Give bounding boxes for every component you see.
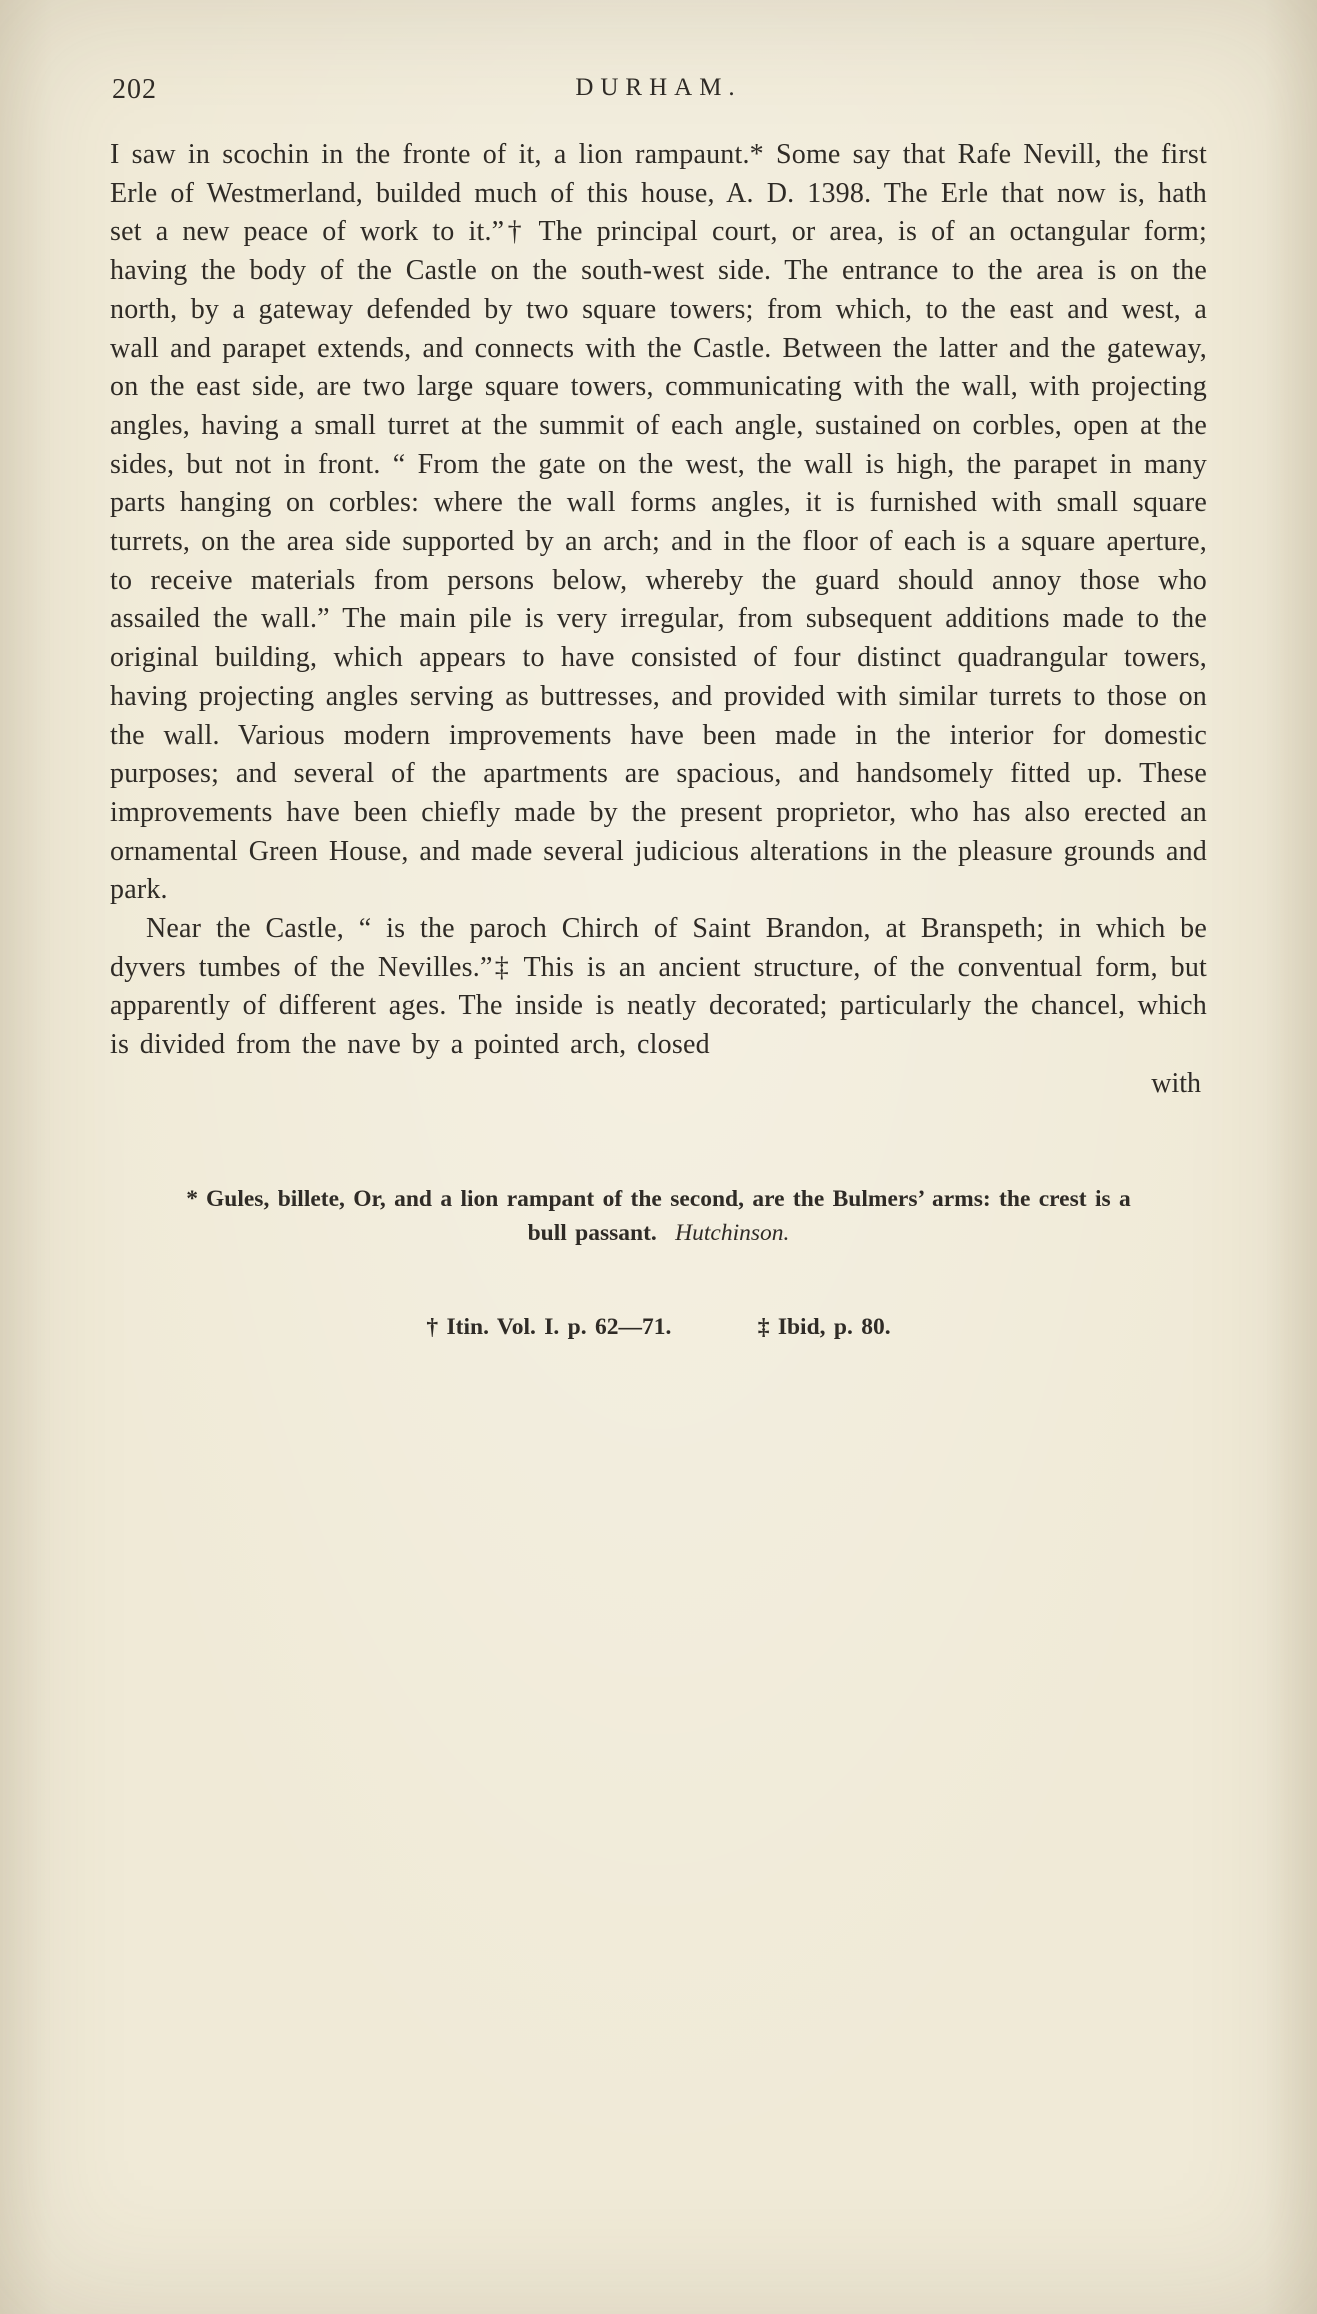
footnote-1 bbox=[184, 1182, 1134, 1250]
body-paragraph-2: Near the Castle, “ is the paroch Chirch of Saint Brandon, at Branspeth; in which be dyvers tumbes of the Nevilles.”‡ This is an ancient structure, of the conventual form, but apparently of different ages. The inside is neatly decorated; particularly the chancel, which is divided from the nave by a pointed arch, closed bbox=[110, 913, 1207, 1061]
running-head: DURHAM. bbox=[575, 74, 742, 101]
page-number: 202 bbox=[112, 74, 157, 105]
text-block bbox=[110, 136, 1207, 1341]
footnote-2: † Itin. Vol. I. p. 62—71. bbox=[426, 1313, 672, 1340]
footnote-refs bbox=[110, 1314, 1207, 1341]
footnote-1-marker: * bbox=[186, 1185, 198, 1212]
body-paragraph-1: I saw in scochin in the fronte of it, a lion rampaunt.* Some say that Rafe Nevill, the first Erle of Westmerland, builded much of this house, A. D. 1398. The Erle that now is, hath set a new peace of work to it.”† The principal court, or area, is of an octangular form; having the body of the Castle on the south-west side. The entrance to the area is on the north, by a gateway defended by two square towers; from which, to the east and west, a wall and parapet extends, and connects with the Castle. Between the latter and the gateway, on the east side, are two large square towers, communicating with the wall, with projecting angles, having a small turret at the summit of each angle, sustained on corbles, open at the sides, but not in front. “ From the gate on the west, the wall is high, the parapet in many parts hanging on corbles: where the wall forms angles, it is furnished with small square turrets, on the area side supported by an arch; and in the floor of each is a square aperture, to receive materials from persons below, whereby the guard should annoy those who assailed the wall.” The main pile is very irregular, from subsequent additions made to the original building, which appears to have consisted of four distinct quadrangular towers, having projecting angles serving as buttresses, and provided with similar turrets to those on the wall. Various modern improvements have been made in the interior for domestic purposes; and several of the apartments are spacious, and handsomely fitted up. These improvements have been chiefly made by the present proprietor, who has also erected an ornamental Green House, and made several judicious alterations in the pleasure grounds and park. bbox=[110, 139, 1207, 906]
footnotes bbox=[110, 1182, 1207, 1341]
footnote-1-text: Gules, billete, Or, and a lion rampant of the second, are the Bulmers’ arms: the crest is a bull passant. bbox=[205, 1185, 1131, 1246]
page-header bbox=[110, 0, 1207, 114]
catchword: with bbox=[1151, 1067, 1201, 1099]
footnote-3: ‡ Ibid, p. 80. bbox=[757, 1313, 891, 1340]
catchword-row bbox=[110, 1065, 1207, 1104]
footnote-1-source: Hutchinson. bbox=[675, 1219, 790, 1246]
